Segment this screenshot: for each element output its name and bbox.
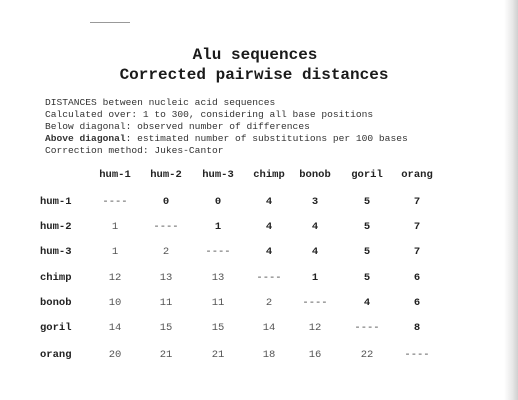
- column-header-hum-3: hum-3: [202, 169, 234, 181]
- column-header-bonob: bonob: [299, 169, 331, 181]
- matrix-cell: 12: [108, 272, 122, 284]
- matrix-cell: ----: [153, 221, 179, 233]
- matrix-cell: 5: [363, 246, 371, 258]
- matrix-cell: 18: [262, 349, 276, 361]
- matrix-cell: 5: [363, 272, 371, 284]
- matrix-cell: 14: [262, 322, 276, 334]
- matrix-cell: 6: [413, 297, 421, 309]
- matrix-cell: 13: [211, 272, 225, 284]
- matrix-cell: 4: [311, 246, 319, 258]
- page-subtitle: Corrected pairwise distances: [119, 66, 389, 84]
- matrix-cell: 11: [159, 297, 173, 309]
- matrix-cell: 2: [162, 246, 170, 258]
- matrix-cell: 12: [308, 322, 322, 334]
- matrix-cell: 4: [363, 297, 371, 309]
- row-header-hum-2: hum-2: [40, 221, 72, 233]
- meta-line-distances: DISTANCES between nucleic acid sequences: [45, 97, 276, 108]
- matrix-cell: 1: [111, 246, 119, 258]
- matrix-cell: 8: [413, 322, 421, 334]
- matrix-cell: 0: [162, 196, 170, 208]
- matrix-cell: 1: [214, 221, 222, 233]
- matrix-cell: 21: [211, 349, 225, 361]
- row-header-hum-1: hum-1: [40, 196, 72, 208]
- matrix-cell: ----: [354, 322, 380, 334]
- matrix-cell: 1: [111, 221, 119, 233]
- column-header-hum-1: hum-1: [99, 169, 131, 181]
- matrix-cell: 14: [108, 322, 122, 334]
- matrix-cell: 6: [413, 272, 421, 284]
- column-header-orang: orang: [401, 169, 433, 181]
- matrix-cell: 5: [363, 196, 371, 208]
- row-header-orang: orang: [40, 349, 72, 361]
- column-header-hum-2: hum-2: [150, 169, 182, 181]
- above-diagonal-label: Above diagonal: [45, 133, 126, 145]
- matrix-cell: 20: [108, 349, 122, 361]
- matrix-cell: 2: [265, 297, 273, 309]
- above-diagonal-text: : estimated number of substitutions per 100 bases: [125, 133, 408, 145]
- matrix-cell: 3: [311, 196, 319, 208]
- matrix-cell: 10: [108, 297, 122, 309]
- row-header-chimp: chimp: [40, 272, 72, 284]
- meta-line-below-diagonal: Below diagonal: observed number of differences: [45, 121, 310, 133]
- matrix-cell: 5: [363, 221, 371, 233]
- matrix-cell: ----: [205, 246, 231, 258]
- meta-line-correction: Correction method: Jukes-Cantor: [45, 145, 224, 157]
- matrix-cell: 4: [265, 221, 273, 233]
- matrix-cell: 7: [413, 246, 421, 258]
- column-header-goril: goril: [351, 169, 383, 181]
- matrix-cell: 1: [311, 272, 319, 284]
- meta-line-range: Calculated over: 1 to 300, considering all base positions: [45, 109, 374, 121]
- matrix-cell: 15: [211, 322, 225, 334]
- scan-edge: [90, 22, 130, 23]
- row-header-goril: goril: [40, 322, 72, 334]
- meta-line-above-diagonal: [45, 133, 408, 145]
- matrix-cell: 7: [413, 221, 421, 233]
- row-header-bonob: bonob: [40, 297, 72, 309]
- matrix-cell: 21: [159, 349, 173, 361]
- matrix-cell: 11: [211, 297, 225, 309]
- column-header-chimp: chimp: [253, 169, 285, 181]
- matrix-cell: 4: [265, 246, 273, 258]
- matrix-cell: ----: [302, 297, 328, 309]
- page-title: Alu sequences: [192, 46, 318, 64]
- matrix-cell: 13: [159, 272, 173, 284]
- method-description: [45, 97, 408, 157]
- matrix-cell: 15: [159, 322, 173, 334]
- matrix-cell: 16: [308, 349, 322, 361]
- matrix-cell: 4: [311, 221, 319, 233]
- matrix-cell: 4: [265, 196, 273, 208]
- matrix-cell: ----: [102, 196, 128, 208]
- matrix-cell: ----: [404, 349, 430, 361]
- matrix-cell: 0: [214, 196, 222, 208]
- matrix-cell: ----: [256, 272, 282, 284]
- matrix-cell: 22: [360, 349, 374, 361]
- row-header-hum-3: hum-3: [40, 246, 72, 258]
- matrix-cell: 7: [413, 196, 421, 208]
